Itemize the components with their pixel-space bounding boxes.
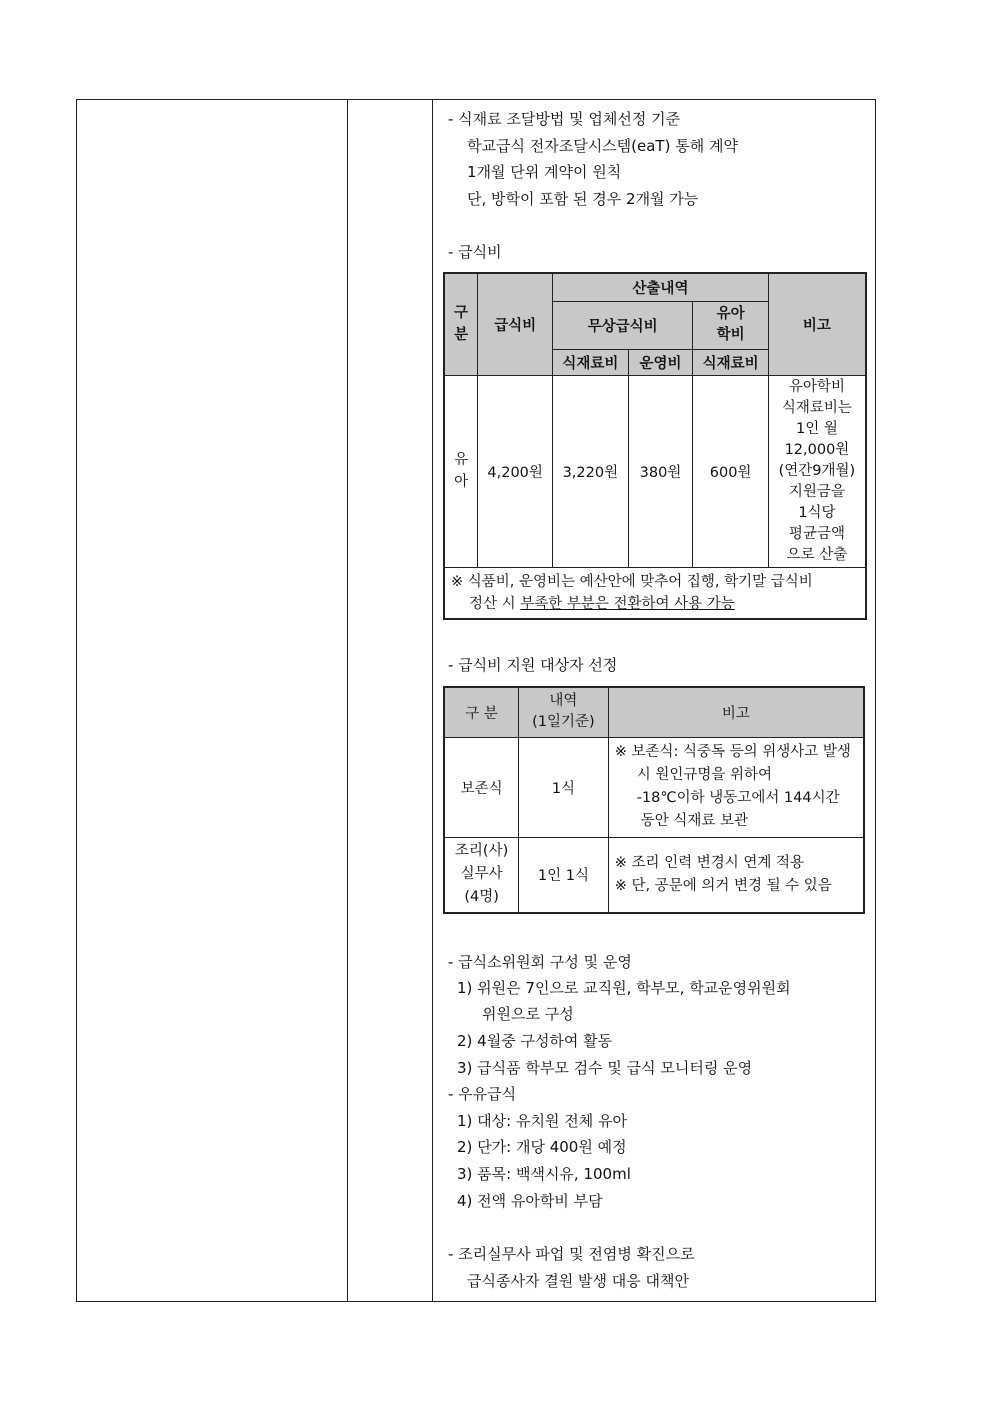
column-divider-1 [347, 100, 348, 1301]
header-note: 비고 [768, 273, 866, 375]
header-food-cost-2: 식재료비 [693, 349, 769, 375]
footnote-underlined: 부족한 부분은 전환하여 사용 가능 [520, 595, 735, 612]
section-committee-heading: - 급식소위원회 구성 및 운영 [448, 953, 632, 971]
header-calculation: 산출내역 [553, 273, 769, 301]
row-operating-cost: 380원 [628, 375, 693, 567]
cook-note-b: ※ 단, 공문에 의거 변경 될 수 있음 [614, 877, 832, 894]
row-preserved-food: 보존식 [444, 737, 519, 837]
milk-item-3: 3) 품목: 백색시유, 100ml [457, 1165, 631, 1183]
section-support-heading: - 급식비 지원 대상자 선정 [448, 656, 618, 674]
support-target-table [443, 686, 865, 914]
section-procurement-heading: - 식재료 조달방법 및 업체선정 기준 [448, 110, 681, 128]
procurement-line-3: 단, 방학이 포함 된 경우 2개월 가능 [467, 190, 699, 208]
milk-item-4: 4) 전액 유아학비 부담 [457, 1192, 603, 1210]
row-cook-note [608, 837, 864, 913]
committee-item-3: 3) 급식품 학부모 검수 및 급식 모니터링 운영 [457, 1059, 753, 1077]
procurement-line-1: 학교급식 전자조달시스템(eaT) 통해 계약 [467, 137, 738, 155]
preserved-note-a: ※ 보존식: 식중독 등의 위생사고 발생시 원인규명을 위하여 [614, 744, 851, 783]
row-preserved-note [608, 737, 864, 837]
header-detail: 내역 (1일기준) [519, 687, 609, 737]
header-child-tuition: 유아 학비 [693, 301, 769, 349]
preserved-note-b: -18℃이하 냉동고에서 144시간 동안 식재료 보관 [636, 790, 840, 829]
row-gubun-child: 유 아 [444, 375, 478, 567]
header-food-cost-1: 식재료비 [553, 349, 629, 375]
strike-line-2: 급식종사자 결원 발생 대응 대책안 [467, 1272, 689, 1290]
section-milk-heading: - 우유급식 [448, 1085, 517, 1103]
milk-item-1: 1) 대상: 유치원 전체 유아 [457, 1112, 627, 1130]
header-note-2: 비고 [608, 687, 864, 737]
header-free-meal: 무상급식비 [553, 301, 693, 349]
row-food-cost-2: 600원 [693, 375, 769, 567]
section-strike-heading: - 조리실무사 파업 및 전염병 확진으로 [448, 1245, 695, 1263]
row-cook-staff: 조리(사) 실무사 (4명) [444, 837, 519, 913]
committee-item-2: 2) 4월중 구성하여 활동 [457, 1032, 613, 1050]
row-meal-cost: 4,200원 [478, 375, 553, 567]
row-note: 유아학비 식재료비는 1인 월 12,000원 (연간9개월) 지원금을 1식당 평균금액 으로 산출 [768, 375, 866, 567]
meal-cost-footnote [444, 567, 866, 619]
row-food-cost-1: 3,220원 [553, 375, 629, 567]
committee-item-1a: 1) 위원은 7인으로 교직원, 학부모, 학교운영위원회 [457, 979, 791, 997]
milk-item-2: 2) 단가: 개당 400원 예정 [457, 1138, 627, 1156]
column-divider-2 [432, 100, 433, 1301]
row-preserved-detail: 1식 [519, 737, 609, 837]
header-operating-cost: 운영비 [628, 349, 693, 375]
meal-cost-table [443, 272, 867, 620]
procurement-line-2: 1개월 단위 계약이 원칙 [467, 163, 622, 181]
row-cook-detail: 1인 1식 [519, 837, 609, 913]
header-meal-cost: 급식비 [478, 273, 553, 375]
section-meal-cost-heading: - 급식비 [448, 243, 502, 261]
footnote-line-2 [451, 593, 859, 615]
committee-item-1b: 위원으로 구성 [482, 1005, 574, 1023]
cook-note-a: ※ 조리 인력 변경시 연계 적용 [614, 854, 804, 871]
footnote-line-1: ※ 식품비, 운영비는 예산안에 맞추어 집행, 학기말 급식비 [451, 573, 813, 590]
header-gubun-2: 구 분 [444, 687, 519, 737]
footnote-plain: 정산 시 [469, 595, 521, 612]
header-gubun: 구 분 [444, 273, 478, 375]
